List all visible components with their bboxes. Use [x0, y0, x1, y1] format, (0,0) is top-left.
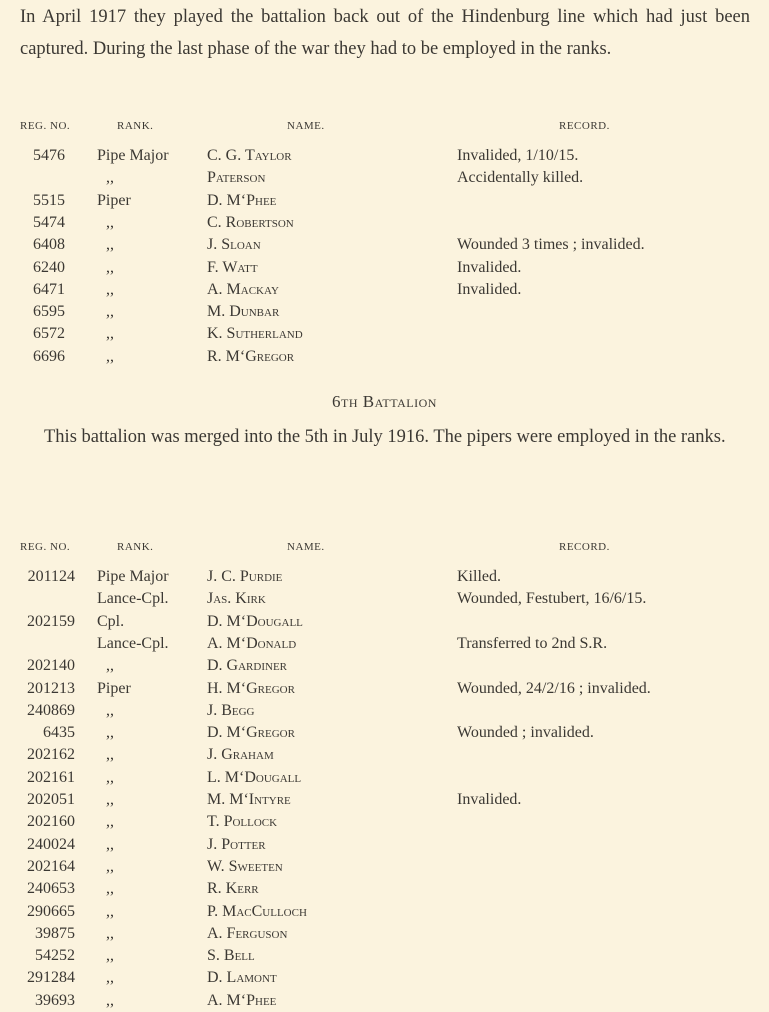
cell-name: A. M‘Phee — [207, 991, 277, 1009]
cell-reg-no: 6435 — [43, 724, 75, 742]
table-row — [0, 588, 769, 610]
cell-name: J. Begg — [207, 701, 255, 719]
cell-reg-no: 202159 — [27, 612, 75, 630]
table-row — [0, 945, 769, 967]
cell-rank: ,, — [106, 947, 114, 965]
cell-rank: ,, — [106, 657, 114, 675]
cell-rank: Piper — [97, 679, 131, 697]
cell-reg-no: 6408 — [33, 236, 65, 254]
table-row — [0, 767, 769, 789]
table-row — [0, 346, 769, 368]
cell-rank: ,, — [106, 701, 114, 719]
cell-reg-no: 240024 — [27, 835, 75, 853]
header-rank: RANK. — [117, 120, 154, 132]
cell-reg-no: 6240 — [33, 258, 65, 276]
cell-name: P. MacCulloch — [207, 902, 307, 920]
table-row — [0, 678, 769, 700]
cell-name: C. G. Taylor — [207, 147, 292, 164]
cell-name: H. M‘Gregor — [207, 679, 295, 697]
cell-reg-no: 202161 — [27, 768, 75, 786]
cell-rank: ,, — [106, 969, 114, 987]
cell-name: J. Potter — [207, 835, 266, 853]
cell-name: A. Mackay — [207, 280, 279, 298]
cell-reg-no: 5515 — [33, 191, 65, 209]
cell-rank: ,, — [106, 347, 114, 365]
cell-rank: ,, — [106, 924, 114, 942]
cell-record: Wounded ; invalided. — [457, 724, 594, 742]
cell-record: Invalided. — [457, 280, 522, 298]
header-reg-no: REG. NO. — [20, 120, 71, 132]
cell-rank: ,, — [106, 791, 114, 808]
cell-reg-no: 5474 — [33, 213, 65, 231]
table-row — [0, 856, 769, 878]
table-row — [0, 234, 769, 256]
header-record: RECORD. — [559, 120, 610, 132]
table-row — [0, 655, 769, 677]
cell-record: Invalided, 1/10/15. — [457, 147, 579, 164]
cell-record: Wounded, Festubert, 16/6/15. — [457, 590, 647, 608]
table-row — [0, 566, 769, 588]
table-row — [0, 611, 769, 633]
cell-reg-no: 202162 — [27, 746, 75, 764]
cell-name: D. M‘Dougall — [207, 612, 303, 630]
table-row — [0, 323, 769, 345]
header-reg-no: REG. NO. — [20, 541, 71, 553]
cell-name: C. Robertson — [207, 213, 294, 231]
table-row — [0, 811, 769, 833]
intro-paragraph: In April 1917 they played the battalion back out of the Hindenburg line which had just been captured. During the last phase of the war they had to be employed in the ranks. — [20, 7, 750, 59]
cell-rank: ,, — [106, 258, 114, 276]
table-row — [0, 834, 769, 856]
cell-name: W. Sweeten — [207, 857, 283, 875]
cell-reg-no: 6572 — [33, 325, 65, 343]
cell-record: Accidentally killed. — [457, 169, 584, 187]
cell-name: Paterson — [207, 169, 266, 187]
header-record: RECORD. — [559, 541, 610, 553]
header-name: NAME. — [287, 541, 325, 553]
cell-reg-no: 240869 — [27, 701, 75, 719]
table-row — [0, 923, 769, 945]
cell-rank: ,, — [106, 303, 114, 321]
cell-rank: ,, — [106, 724, 114, 742]
cell-name: R. M‘Gregor — [207, 347, 295, 365]
cell-rank: ,, — [106, 280, 114, 298]
cell-name: K. Sutherland — [207, 325, 303, 343]
cell-reg-no: 202140 — [27, 657, 75, 675]
cell-rank: Cpl. — [97, 612, 125, 630]
cell-name: J. Sloan — [207, 236, 261, 254]
cell-name: M. M‘Intyre — [207, 791, 291, 808]
cell-rank: ,, — [106, 236, 114, 254]
cell-rank: ,, — [106, 768, 114, 786]
cell-record: Invalided. — [457, 258, 522, 276]
cell-name: R. Kerr — [207, 880, 259, 898]
cell-reg-no: 201213 — [27, 679, 75, 697]
section2-paragraph: This battalion was merged into the 5th in July 1916. The pipers were employed in the ranks. — [44, 427, 726, 447]
table-row — [0, 633, 769, 655]
table-row — [0, 190, 769, 212]
table-row — [0, 901, 769, 923]
cell-record: Killed. — [457, 568, 501, 585]
cell-reg-no: 6471 — [33, 280, 65, 298]
cell-reg-no: 202160 — [27, 813, 75, 831]
cell-name: T. Pollock — [207, 813, 278, 831]
table-row — [0, 990, 769, 1012]
cell-rank: ,, — [106, 880, 114, 898]
table-row — [0, 878, 769, 900]
cell-record: Invalided. — [457, 791, 522, 808]
cell-reg-no: 39875 — [35, 924, 75, 942]
cell-rank: ,, — [106, 813, 114, 831]
table-row — [0, 145, 769, 167]
cell-reg-no: 202164 — [27, 857, 75, 875]
cell-rank: Pipe Major — [97, 568, 169, 585]
table-row — [0, 744, 769, 766]
cell-name: A. Ferguson — [207, 924, 288, 942]
cell-name: J. C. Purdie — [207, 568, 283, 585]
table-row — [0, 700, 769, 722]
section-title: 6th Battalion — [332, 392, 437, 411]
table-row — [0, 257, 769, 279]
table-row — [0, 279, 769, 301]
table-row — [0, 212, 769, 234]
cell-name: L. M‘Dougall — [207, 768, 302, 786]
table-row — [0, 722, 769, 744]
cell-reg-no: 290665 — [27, 902, 75, 920]
cell-rank: ,, — [106, 325, 114, 343]
cell-name: D. Gardiner — [207, 657, 287, 675]
cell-reg-no: 39693 — [35, 991, 75, 1009]
table-row — [0, 789, 769, 811]
cell-name: S. Bell — [207, 947, 255, 965]
cell-rank: ,, — [106, 857, 114, 875]
cell-rank: ,, — [106, 213, 114, 231]
cell-rank: Lance-Cpl. — [97, 590, 169, 608]
cell-rank: Piper — [97, 191, 131, 209]
header-name: NAME. — [287, 120, 325, 132]
cell-name: D. M‘Phee — [207, 191, 277, 209]
cell-name: D. Lamont — [207, 969, 277, 987]
header-rank: RANK. — [117, 541, 154, 553]
cell-rank: ,, — [106, 902, 114, 920]
table-row — [0, 967, 769, 989]
cell-name: Jas. Kirk — [207, 590, 266, 608]
cell-rank: ,, — [106, 169, 114, 187]
cell-reg-no: 6595 — [33, 303, 65, 321]
cell-reg-no: 5476 — [33, 147, 65, 164]
cell-name: D. M‘Gregor — [207, 724, 295, 742]
table-row — [0, 167, 769, 189]
cell-name: A. M‘Donald — [207, 634, 297, 652]
table-row — [0, 301, 769, 323]
cell-rank: Pipe Major — [97, 147, 169, 164]
cell-reg-no: 54252 — [35, 947, 75, 965]
cell-reg-no: 291284 — [27, 969, 75, 987]
cell-record: Wounded 3 times ; invalided. — [457, 236, 645, 254]
cell-rank: Lance-Cpl. — [97, 634, 169, 652]
cell-reg-no: 6696 — [33, 347, 65, 365]
cell-rank: ,, — [106, 746, 114, 764]
cell-name: F. Watt — [207, 258, 258, 276]
cell-rank: ,, — [106, 991, 114, 1009]
cell-reg-no: 240653 — [27, 880, 75, 898]
cell-record: Wounded, 24/2/16 ; invalided. — [457, 679, 651, 697]
cell-name: M. Dunbar — [207, 303, 280, 321]
cell-record: Transferred to 2nd S.R. — [457, 634, 608, 652]
cell-rank: ,, — [106, 835, 114, 853]
cell-name: J. Graham — [207, 746, 274, 764]
cell-reg-no: 201124 — [27, 568, 75, 585]
cell-reg-no: 202051 — [27, 791, 75, 808]
